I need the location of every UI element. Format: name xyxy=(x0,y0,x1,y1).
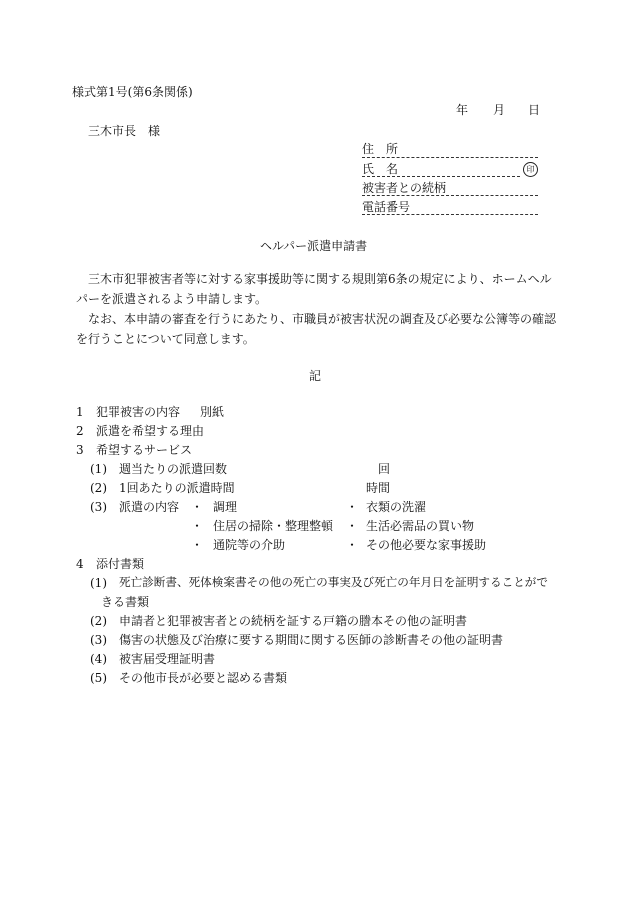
intro-p1-line1: 三木市犯罪被害者等に対する家事援助等に関する規則第6条の規定により、ホームヘル xyxy=(88,272,552,286)
name-label: 氏 名 xyxy=(362,162,399,176)
bullet-f: ・ xyxy=(346,538,359,552)
address-line[interactable] xyxy=(362,157,538,158)
bullet-c: ・ xyxy=(191,519,204,533)
relation-label: 被害者との続柄 xyxy=(362,181,447,195)
intro-p2-line1: なお、本申請の審査を行うにあたり、市職員が被害状況の調査及び必要な公簿等の確認 xyxy=(88,312,557,326)
intro-p2-line2: を行うことについて同意します。 xyxy=(76,332,255,346)
sub-2-label: 1回あたりの派遣時間 xyxy=(119,481,235,495)
bullet-b: ・ xyxy=(346,500,359,514)
doc-1-num: (1) xyxy=(90,576,107,590)
date-month: 月 xyxy=(493,103,506,117)
doc-4-text: 被害届受理証明書 xyxy=(119,652,216,666)
item-4-num: 4 xyxy=(76,557,84,571)
bullet-d: ・ xyxy=(346,519,359,533)
doc-4-num: (4) xyxy=(90,652,107,666)
doc-1-line2: きる書類 xyxy=(101,595,150,609)
item-3-label: 希望するサービス xyxy=(96,443,193,457)
service-other: その他必要な家事援助 xyxy=(366,538,487,552)
bullet-a: ・ xyxy=(191,500,204,514)
sub-1-label: 週当たりの派遣回数 xyxy=(119,462,228,476)
phone-line[interactable] xyxy=(362,214,538,215)
address-label: 住 所 xyxy=(362,142,399,156)
item-1-num: 1 xyxy=(76,405,84,419)
relation-line[interactable] xyxy=(362,195,538,196)
sub-3-num: (3) xyxy=(90,500,107,514)
form-number: 様式第1号(第6条関係) xyxy=(72,85,193,99)
phone-label: 電話番号 xyxy=(362,200,411,214)
doc-1-line1: 死亡診断書、死体検案書その他の死亡の事実及び死亡の年月日を証明することがで xyxy=(119,575,548,589)
item-1-label: 犯罪被害の内容 xyxy=(96,405,181,419)
name-line[interactable] xyxy=(362,176,520,177)
doc-3-num: (3) xyxy=(90,633,107,647)
intro-p1-line2: パーを派遣されるよう申請します。 xyxy=(76,292,268,306)
ki-heading: 記 xyxy=(309,369,322,383)
sub-2-unit: 時間 xyxy=(366,481,391,495)
sub-1-unit: 回 xyxy=(378,462,391,476)
date-day: 日 xyxy=(528,103,541,117)
service-cooking: 調理 xyxy=(213,500,238,514)
item-1-value: 別紙 xyxy=(200,405,225,419)
document-title: ヘルパー派遣申請書 xyxy=(260,239,368,253)
doc-2-text: 申請者と犯罪被害者との続柄を証する戸籍の謄本その他の証明書 xyxy=(119,614,468,628)
date-year: 年 xyxy=(456,103,469,117)
item-2-label: 派遣を希望する理由 xyxy=(96,424,205,438)
doc-5-text: その他市長が必要と認める書類 xyxy=(119,671,288,685)
service-cleaning: 住居の掃除・整理整頓 xyxy=(213,519,334,533)
item-4-label: 添付書類 xyxy=(96,557,145,571)
service-shopping: 生活必需品の買い物 xyxy=(366,519,475,533)
bullet-e: ・ xyxy=(191,538,204,552)
sub-3-label: 派遣の内容 xyxy=(119,500,180,514)
addressee: 三木市長 様 xyxy=(88,124,161,138)
doc-5-num: (5) xyxy=(90,671,107,685)
item-2-num: 2 xyxy=(76,424,84,438)
doc-3-text: 傷害の状態及び治療に要する期間に関する医師の診断書その他の証明書 xyxy=(119,633,504,647)
sub-1-num: (1) xyxy=(90,462,107,476)
service-laundry: 衣類の洗濯 xyxy=(366,500,427,514)
sub-2-num: (2) xyxy=(90,481,107,495)
seal-mark: 印 xyxy=(523,162,538,177)
service-hospital: 通院等の介助 xyxy=(213,538,286,552)
item-3-num: 3 xyxy=(76,443,84,457)
doc-2-num: (2) xyxy=(90,614,107,628)
date-field xyxy=(456,104,468,116)
